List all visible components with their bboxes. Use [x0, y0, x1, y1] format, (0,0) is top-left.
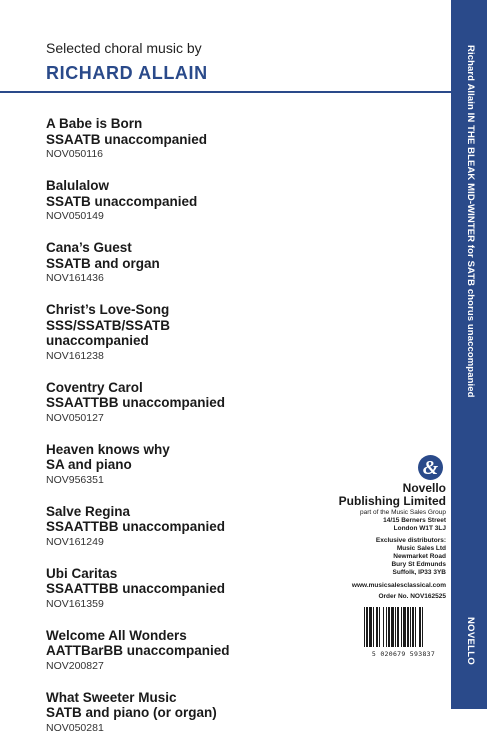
spine-title: Richard Allain IN THE BLEAK MID-WINTER for SATB chorus unaccompanied — [465, 45, 476, 398]
work-code: NOV161436 — [46, 272, 104, 284]
publisher-address: part of the Music Sales Group 14/15 Berners Street London W1T 3LJ — [360, 509, 446, 532]
work-title: Christ’s Love-Song — [46, 302, 170, 317]
list-item — [46, 116, 346, 161]
barcode-digits: 5 020679 593837 — [371, 650, 436, 658]
work-scoring-continued: unaccompanied — [46, 333, 149, 348]
work-title: Welcome All Wonders — [46, 627, 187, 643]
work-code: NOV956351 — [46, 473, 104, 486]
list-item — [46, 178, 346, 223]
order-number: Order No. NOV162525 — [378, 593, 446, 600]
work-scoring: SATB and piano (or organ) — [46, 705, 217, 720]
work-code: NOV050149 — [46, 210, 104, 222]
list-item — [46, 302, 346, 363]
work-code: NOV050116 — [46, 148, 104, 160]
work-title: Heaven knows why — [46, 441, 170, 457]
selected-label: Selected choral music by — [46, 40, 202, 56]
publisher-name: Novello Publishing Limited — [338, 481, 446, 508]
work-code: NOV161249 — [46, 535, 104, 548]
work-scoring: AATTBarBB unaccompanied — [46, 643, 230, 658]
header-rule — [0, 91, 451, 93]
list-item — [46, 690, 346, 735]
svg-text:&: & — [422, 457, 439, 479]
work-scoring: SSAATTBB unaccompanied — [46, 395, 226, 410]
works-list — [46, 116, 346, 752]
work-title: Cana’s Guest — [46, 240, 132, 255]
work-code: NOV200827 — [46, 659, 104, 672]
work-scoring: SSAATTBB unaccompanied — [46, 581, 226, 596]
work-code: NOV050127 — [46, 411, 104, 424]
list-item — [46, 442, 346, 487]
work-scoring: SSATB and organ — [46, 255, 160, 271]
work-code: NOV050281 — [46, 721, 104, 734]
work-title: A Babe is Born — [46, 116, 143, 131]
work-scoring: SSAATB unaccompanied — [46, 131, 208, 147]
publisher-url: www.musicsalesclassical.com — [351, 582, 446, 589]
work-title: Coventry Carol — [46, 379, 143, 395]
work-scoring: SA and piano — [46, 457, 132, 472]
barcode — [361, 605, 446, 650]
list-item — [46, 380, 346, 425]
work-scoring: SSAATTBB unaccompanied — [46, 519, 226, 534]
work-scoring: SSATB unaccompanied — [46, 193, 198, 209]
list-item — [46, 628, 346, 673]
work-title: Ubi Caritas — [46, 565, 118, 581]
composer-name: RICHARD ALLAIN — [46, 63, 208, 83]
list-item — [46, 566, 346, 611]
list-item — [46, 240, 346, 285]
spine-brand: NOVELLO — [465, 617, 476, 666]
work-title: What Sweeter Music — [46, 689, 177, 705]
work-title: Salve Regina — [46, 503, 131, 519]
list-item — [46, 504, 346, 549]
work-code: NOV161359 — [46, 597, 104, 610]
work-scoring: SSS/SSATB/SSATB — [46, 317, 171, 333]
novello-ampersand-logo-icon — [418, 455, 443, 480]
work-title: Balulalow — [46, 178, 110, 193]
distributors: Exclusive distributors: Music Sales Ltd Newmarket Road Bury St Edmunds Suffolk, IP33 3YB — [375, 537, 446, 576]
work-code: NOV161238 — [46, 349, 104, 362]
